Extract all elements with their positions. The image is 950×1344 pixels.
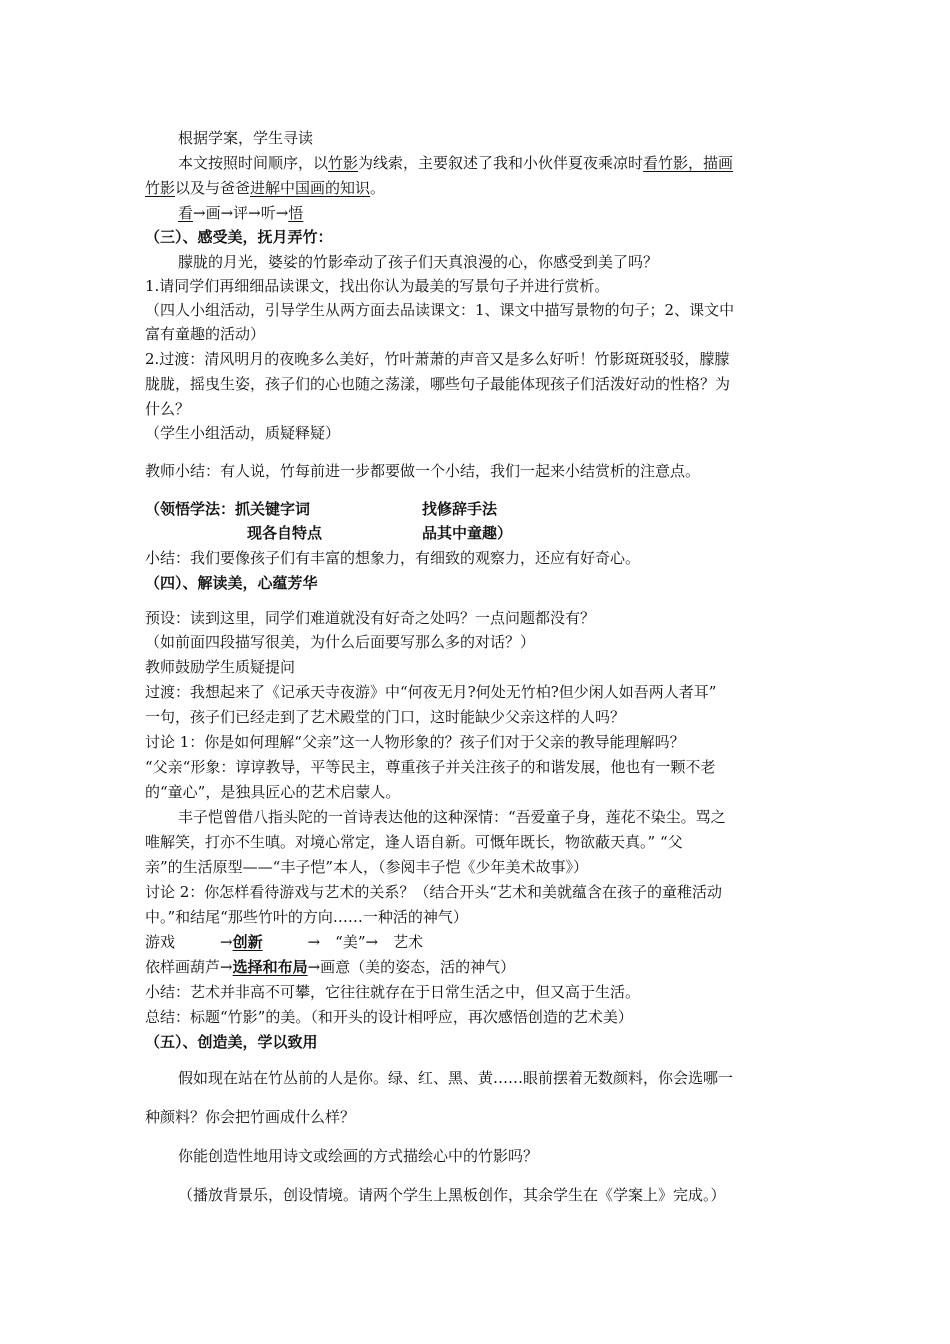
underlined-term: 竹影 (328, 154, 359, 172)
text-line: 什么？ (145, 400, 191, 418)
section-heading: （四）、解读美，心蕴芳华 (145, 574, 318, 592)
underlined-term: 看 (178, 204, 194, 222)
text-line: 胧胧，摇曳生姿，孩子们的心也随之荡漾，哪些句子最能体现孩子们活泼好动的性格？为 (145, 375, 731, 393)
method-item: （领悟学法：抓关键字词 (145, 500, 311, 518)
underlined-term: 看竹影，描画 (643, 154, 734, 172)
text-line: 根据学案，学生寻读 (178, 129, 314, 147)
text-line: 2.过渡：清风明月的夜晚多么美好，竹叶萧萧的声音又是多么好听！竹影斑斑驳驳，朦朦 (145, 350, 730, 368)
flow-line (145, 955, 815, 979)
flow-line (145, 930, 815, 954)
text-run: 。 (370, 179, 386, 197)
text-line (145, 176, 815, 200)
text-line: （学生小组活动，质疑释疑） (145, 424, 341, 442)
underlined-term: 竹影 (145, 179, 176, 197)
text-run: 依样画葫芦→ (145, 958, 233, 976)
method-item: 现各自特点 (247, 524, 323, 542)
section-heading: （三）、感受美，抚月弄竹： (145, 228, 333, 246)
text-line (178, 151, 848, 175)
text-line: 唯解笑，打亦不生嗔。对境心常定，逢人语自新。可慨年既长，物欲蔽天真。” “父 (145, 833, 683, 851)
method-item: 找修辞手法 (422, 500, 498, 518)
underlined-term: 悟 (288, 204, 304, 222)
text-run: 游戏 → (145, 933, 233, 951)
text-run: 以及与爸爸 (175, 179, 251, 197)
section-heading: （五）、创造美，学以致用 (145, 1033, 318, 1051)
text-line: 丰子恺曾借八指头陀的一首诗表达他的这种深情：“吾爱童子身，莲花不染尘。骂之 (178, 808, 726, 826)
text-line: 种颜料？你会把竹画成什么样？ (145, 1108, 356, 1126)
text-line: 朦胧的月光，婆娑的竹影牵动了孩子们天真浪漫的心，你感受到美了吗？ (178, 253, 659, 271)
text-line: 一句，孩子们已经走到了艺术殿堂的门口，这时能缺少父亲这样的人吗？ (145, 708, 626, 726)
text-line: 讨论 1：你是如何理解“父亲”这一人物形象的？孩子们对于父亲的教导能理解吗？ (145, 733, 685, 751)
underlined-term: 进解中国画的知识 (250, 179, 371, 197)
text-line: 讨论 2：你怎样看待游戏与艺术的关系？（结合开头“艺术和美就蕴含在孩子的童稚活动 (145, 883, 722, 901)
text-line: 你能创造性地用诗文或绘画的方式描绘心中的竹影吗？ (178, 1147, 539, 1165)
text-line: 富有童趣的活动） (145, 325, 266, 343)
text-run: →画→评→听→ (193, 204, 289, 222)
text-line: 教师小结：有人说，竹每前进一步都要做一个小结，我们一起来小结赏析的注意点。 (145, 462, 701, 480)
text-line: 中。”和结尾“那些竹叶的方向……一种活的神气） (145, 908, 468, 926)
text-line: 的“童心”，是独具匠心的艺术启蒙人。 (145, 783, 401, 801)
text-line: “父亲“形象：谆谆教导，平等民主，尊重孩子并关注孩子的和谐发展，他也有一颗不老 (145, 758, 716, 776)
text-line: （四人小组活动，引导学生从两方面去品读课文：1、课文中描写景物的句子；2、课文中 (145, 301, 735, 319)
method-item: 品其中童趣） (422, 524, 513, 542)
text-line: 小结：我们要像孩子们有丰富的想象力，有细致的观察力，还应有好奇心。 (145, 549, 641, 567)
text-line: 过渡：我想起来了《记承天寺夜游》中“何夜无月?何处无竹柏?但少闲人如吾两人者耳” (145, 683, 717, 701)
text-line: （如前面四段描写很美，为什么后面要写那么多的对话？） (145, 633, 536, 651)
text-line: 亲”的生活原型——“丰子恺”本人，（参阅丰子恺《少年美术故事》） (145, 858, 589, 876)
text-line: 假如现在站在竹丛前的人是你。绿、红、黑、黄……眼前摆着无数颜料，你会选哪一 (178, 1069, 734, 1087)
text-line: 总结：标题“竹影”的美。（和开头的设计相呼应，再次感悟创造的艺术美） (145, 1008, 633, 1026)
underlined-term: 选择和布局 (232, 958, 308, 976)
text-line: （播放背景乐，创设情境。请两个学生上黑板创作，其余学生在《学案上》完成。） (178, 1186, 726, 1204)
text-line: 教师鼓励学生质疑提问 (145, 658, 296, 676)
text-run: 本文按照时间顺序，以 (178, 154, 329, 172)
flow-line (178, 201, 848, 225)
text-line: 1.请同学们再细细品读课文，找出你认为最美的写景句子并进行赏析。 (145, 277, 610, 295)
text-run: → “美”→ 艺术 (262, 933, 424, 951)
text-line: 小结：艺术并非高不可攀，它往往就存在于日常生活之中，但又高于生活。 (145, 983, 641, 1001)
method-line (145, 497, 815, 521)
underlined-term: 创新 (232, 933, 263, 951)
text-run: 为线索，主要叙述了我和小伙伴夏夜乘凉时 (358, 154, 644, 172)
text-line: 预设：读到这里，同学们难道就没有好奇之处吗？一点问题都没有？ (145, 609, 596, 627)
text-run: →画意（美的姿态，活的神气） (307, 958, 516, 976)
